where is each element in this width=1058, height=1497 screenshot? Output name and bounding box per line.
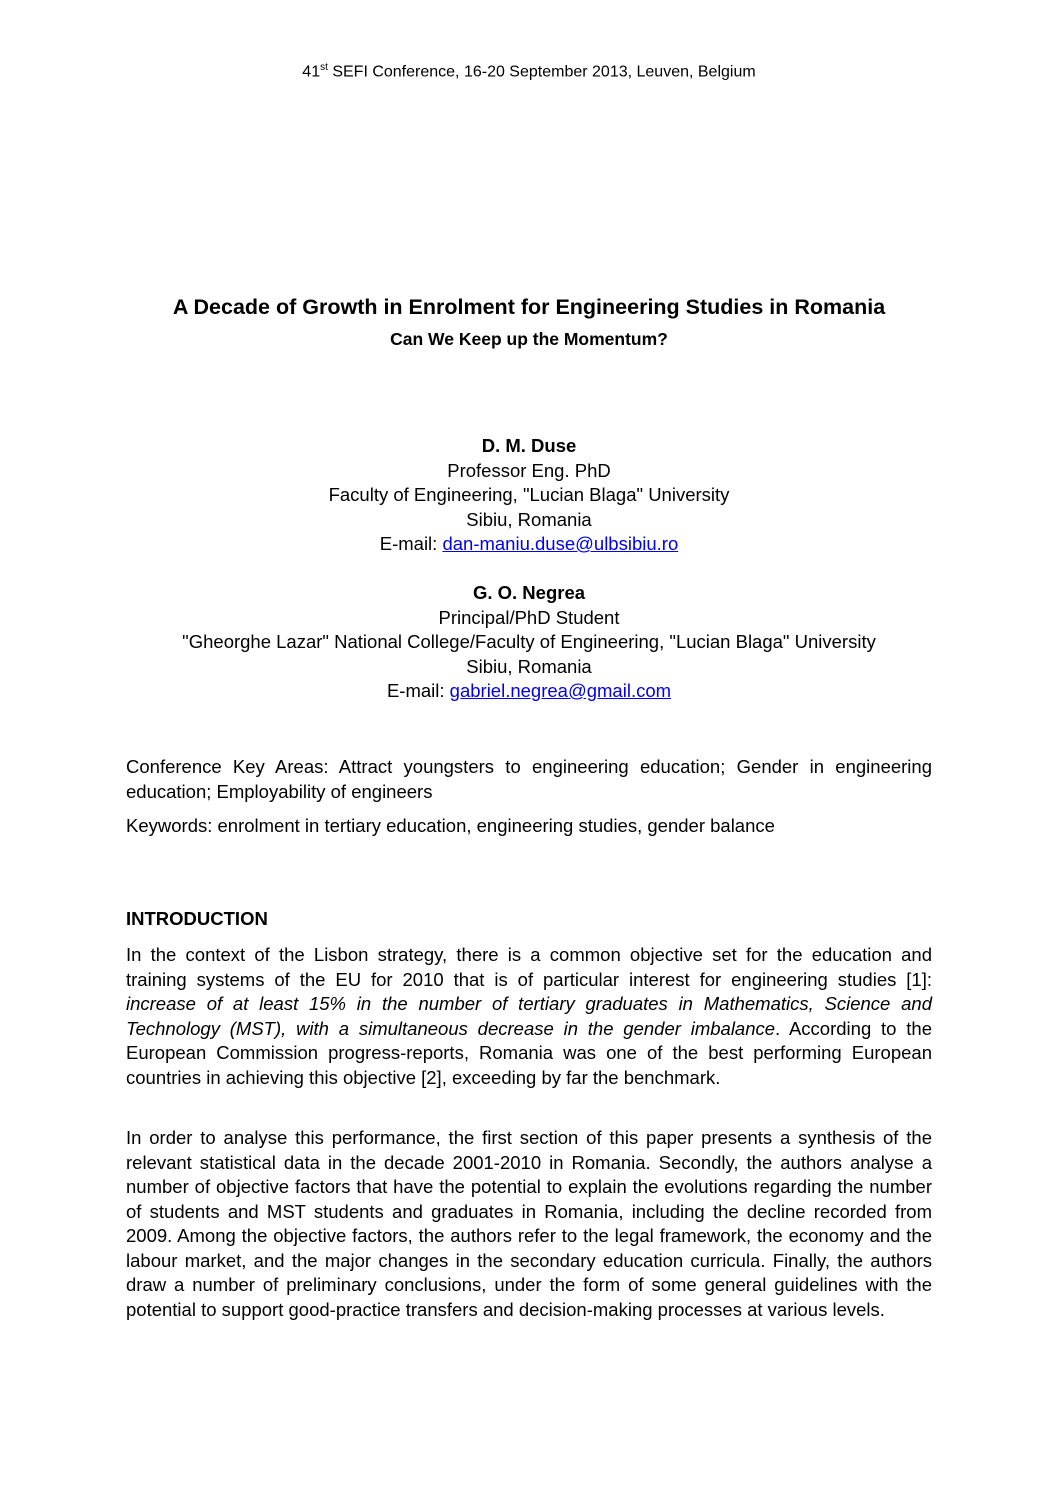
title-block (120, 292, 938, 350)
header-ordinal-number: 41 (302, 63, 321, 81)
email-label: E-mail: (386, 680, 450, 701)
author-block-2 (0, 581, 1058, 704)
email-link[interactable]: dan-maniu.duse@ulbsibiu.ro (442, 533, 679, 554)
conference-key-areas: Conference Key Areas: Attract youngsters to engineering education; Gender in engineering education; Employability of engineers (126, 756, 932, 802)
paper-subtitle: Can We Keep up the Momentum? (390, 329, 668, 349)
author-location: Sibiu, Romania (466, 655, 592, 677)
paragraph-text: . According to the European Commission progress-reports, Romania was one of the best performing European countries in achieving this objective [2], exceeding by far the benchmark. (126, 1017, 932, 1088)
intro-paragraph-2: In order to analyse this performance, the first section of this paper presents a synthesis of the relevant statistical data in the decade 2001-2010 in Romania. Secondly, the authors analyse a number of objective factors that have the potential to explain the evolutions regarding the number of students and MST students and graduates in Romania, including the decline recorded from 2009. Among the objective factors, the authors refer to the legal framework, the economy and the labour market, and the major changes in the secondary education curricula. Finally, the authors draw a number of preliminary conclusions, under the form of some general guidelines with the potential to support good-practice transfers and decision-making processes at various levels. (126, 1127, 932, 1320)
author-name: G. O. Negrea (472, 582, 586, 603)
author-location: Sibiu, Romania (466, 508, 592, 530)
running-header (0, 62, 1058, 81)
header-conference-text: SEFI Conference, 16-20 September 2013, Leuven, Belgium (327, 63, 756, 81)
paragraph-italic-objective: increase of at least 15% in the number of tertiary graduates in Mathematics, Science and Technology (MST), with a simultaneous decrease in the gender imbalance (126, 993, 932, 1039)
author-position: Principal/PhD Student (438, 606, 620, 628)
author-email-line (0, 679, 1058, 704)
email-label: E-mail: (379, 533, 443, 554)
author-block-1 (0, 434, 1058, 557)
author-affiliation: Faculty of Engineering, "Lucian Blaga" University (328, 484, 730, 505)
header-ordinal-suffix: st (320, 62, 328, 73)
author-position: Professor Eng. PhD (447, 459, 611, 481)
author-email-line (0, 532, 1058, 557)
intro-paragraph-1 (126, 943, 932, 1090)
author-affiliation: "Gheorghe Lazar" National College/Faculty of Engineering, "Lucian Blaga" University (182, 631, 876, 652)
paragraph-text: In the context of the Lisbon strategy, there is a common objective set for the education and training systems of the EU for 2010 that is of particular interest for engineering studies [1]: (126, 944, 932, 990)
paper-title: A Decade of Growth in Enrolment for Engineering Studies in Romania (172, 295, 886, 319)
email-link[interactable]: gabriel.negrea@gmail.com (449, 680, 672, 701)
section-heading-introduction: INTRODUCTION (126, 908, 268, 929)
author-name: D. M. Duse (481, 435, 577, 456)
keywords: Keywords: enrolment in tertiary education, engineering studies, gender balance (126, 815, 775, 836)
